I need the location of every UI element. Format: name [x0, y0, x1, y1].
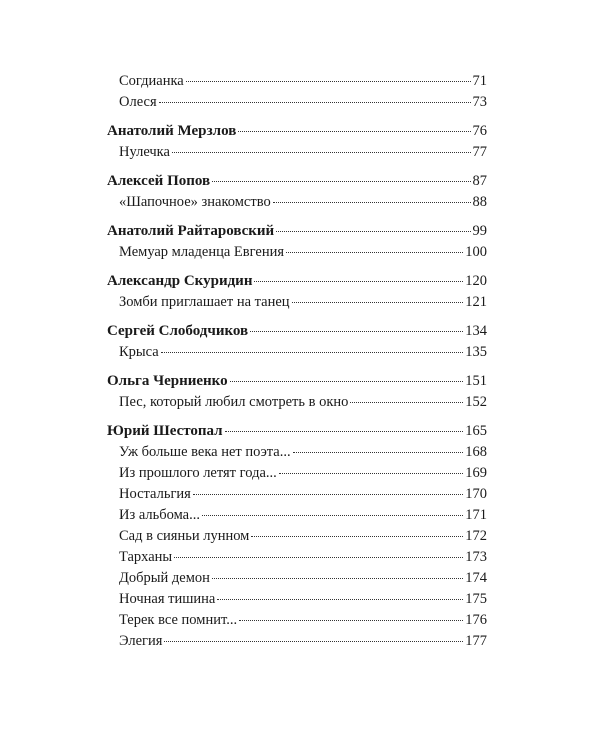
entry-title: «Шапочное» знакомство [119, 194, 271, 210]
toc-entry-row [107, 463, 487, 484]
dot-leader [238, 130, 470, 132]
page-number: 169 [465, 465, 487, 481]
toc-entry-row [107, 484, 487, 505]
page-number: 87 [472, 173, 487, 189]
entry-title: Мемуар младенца Евгения [119, 244, 285, 260]
entry-title: Олеся [119, 94, 157, 110]
page-number: 73 [472, 94, 487, 110]
toc-author-row [107, 121, 487, 142]
entry-title: Нулечка [119, 144, 170, 160]
toc-entry-row [107, 568, 487, 589]
page-number: 151 [465, 373, 487, 389]
page-number: 170 [465, 486, 487, 502]
toc-entry-row [107, 242, 487, 263]
author-name: Александр Скуридин [107, 273, 253, 289]
page-number: 134 [465, 323, 487, 339]
entry-title: Пес, который любил смотреть в окно [119, 394, 349, 410]
page-number: 121 [465, 294, 487, 310]
toc-entry-row [107, 547, 487, 568]
toc-entry-row [107, 342, 487, 363]
toc-section [107, 71, 487, 113]
dot-leader [293, 451, 464, 453]
author-name: Алексей Попов [107, 173, 211, 189]
entry-title: Тарханы [119, 549, 173, 565]
toc-entry-row [107, 392, 487, 413]
dot-leader [254, 280, 463, 282]
page-number: 88 [472, 194, 487, 210]
dot-leader [159, 101, 471, 103]
entry-title: Элегия [119, 633, 163, 649]
author-name: Юрий Шестопал [107, 423, 223, 439]
page-number: 152 [465, 394, 487, 410]
dot-leader [212, 180, 470, 182]
page-number: 76 [472, 123, 487, 139]
dot-leader [217, 598, 463, 600]
toc-author-row [107, 271, 487, 292]
toc-entry-row [107, 589, 487, 610]
entry-title: Из альбома... [119, 507, 200, 523]
toc-entry-row [107, 142, 487, 163]
toc-entry-row [107, 292, 487, 313]
page-number: 174 [465, 570, 487, 586]
page-number: 176 [465, 612, 487, 628]
toc-section [107, 221, 487, 263]
toc-entry-row [107, 631, 487, 652]
dot-leader [172, 151, 471, 153]
entry-title: Из прошлого летят года... [119, 465, 277, 481]
dot-leader [174, 556, 463, 558]
page-number: 173 [465, 549, 487, 565]
dot-leader [350, 401, 463, 403]
toc-section [107, 121, 487, 163]
toc-section [107, 321, 487, 363]
entry-title: Уж больше века нет поэта... [119, 444, 291, 460]
author-name: Анатолий Райтаровский [107, 223, 275, 239]
entry-title: Согдианка [119, 73, 184, 89]
toc-entry-row [107, 505, 487, 526]
page-number: 165 [465, 423, 487, 439]
dot-leader [225, 430, 464, 432]
toc-author-row [107, 221, 487, 242]
entry-title: Добрый демон [119, 570, 210, 586]
dot-leader [250, 330, 463, 332]
dot-leader [193, 493, 463, 495]
toc-entry-row [107, 610, 487, 631]
page-number: 172 [465, 528, 487, 544]
page-number: 171 [465, 507, 487, 523]
toc-section [107, 271, 487, 313]
dot-leader [202, 514, 463, 516]
toc-entry-row [107, 92, 487, 113]
dot-leader [292, 301, 464, 303]
page-number: 100 [465, 244, 487, 260]
toc-author-row [107, 421, 487, 442]
toc-entry-row [107, 71, 487, 92]
toc-entry-row [107, 192, 487, 213]
dot-leader [239, 619, 463, 621]
dot-leader [273, 201, 471, 203]
toc-section [107, 421, 487, 652]
toc-entry-row [107, 442, 487, 463]
toc-section [107, 371, 487, 413]
dot-leader [161, 351, 464, 353]
author-name: Сергей Слободчиков [107, 323, 249, 339]
entry-title: Сад в сияньи лунном [119, 528, 250, 544]
page-number: 168 [465, 444, 487, 460]
entry-title: Ностальгия [119, 486, 191, 502]
dot-leader [279, 472, 463, 474]
dot-leader [186, 80, 471, 82]
toc-section [107, 171, 487, 213]
page-number: 177 [465, 633, 487, 649]
page-number: 175 [465, 591, 487, 607]
dot-leader [212, 577, 463, 579]
entry-title: Зомби приглашает на танец [119, 294, 290, 310]
page-number: 77 [472, 144, 487, 160]
dot-leader [164, 640, 463, 642]
toc-entry-row [107, 526, 487, 547]
toc-author-row [107, 171, 487, 192]
page-number: 120 [465, 273, 487, 289]
author-name: Ольга Черниенко [107, 373, 228, 389]
entry-title: Терек все помнит... [119, 612, 238, 628]
table-of-contents [107, 71, 487, 660]
entry-title: Крыса [119, 344, 159, 360]
author-name: Анатолий Мерзлов [107, 123, 237, 139]
page-number: 71 [472, 73, 487, 89]
page-number: 135 [465, 344, 487, 360]
dot-leader [276, 230, 470, 232]
entry-title: Ночная тишина [119, 591, 216, 607]
toc-author-row [107, 371, 487, 392]
dot-leader [230, 380, 464, 382]
toc-author-row [107, 321, 487, 342]
page-number: 99 [472, 223, 487, 239]
dot-leader [251, 535, 463, 537]
dot-leader [286, 251, 463, 253]
